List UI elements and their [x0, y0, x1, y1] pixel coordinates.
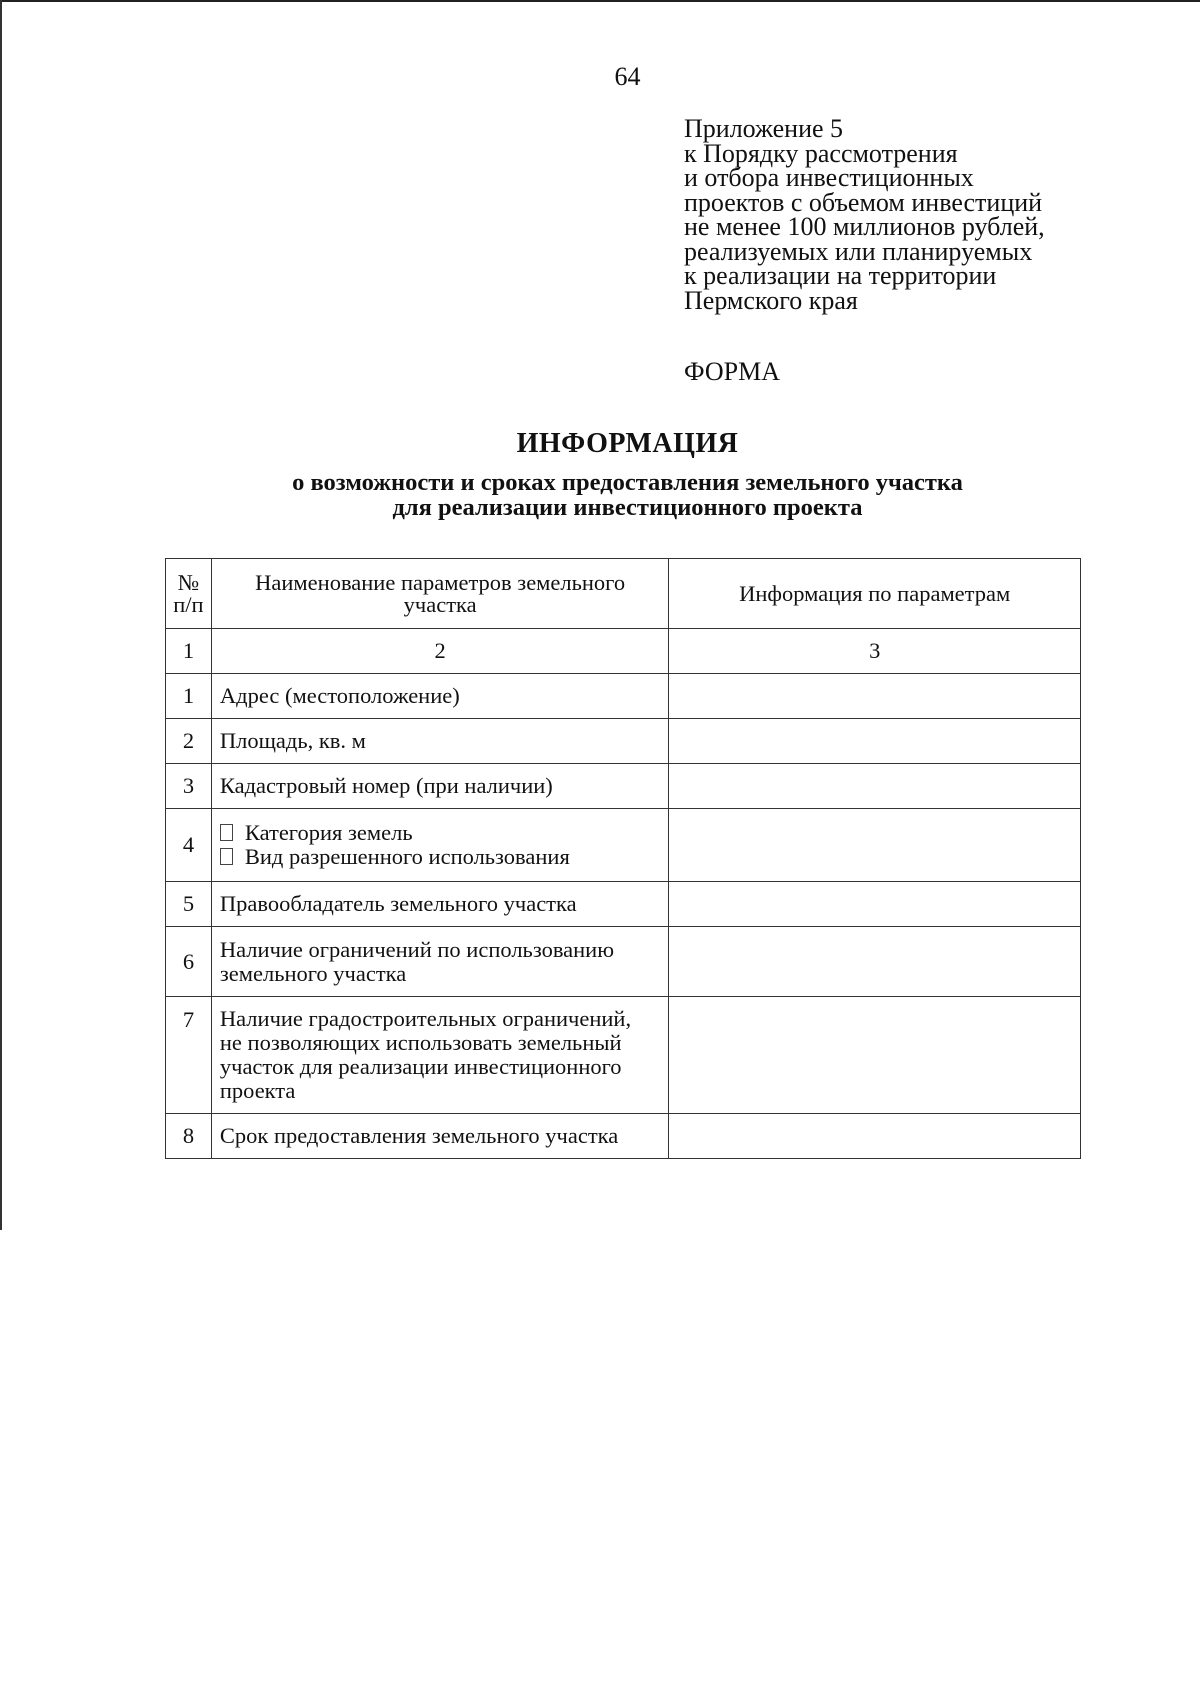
- table-row: [166, 882, 1081, 927]
- parameter-name: [211, 719, 669, 764]
- parameter-name: [211, 1114, 669, 1159]
- table-row: [166, 674, 1081, 719]
- info-cell[interactable]: [669, 674, 1081, 719]
- row-number: 6: [166, 927, 212, 997]
- parameter-name: [211, 764, 669, 809]
- page-top-edge: [0, 0, 1200, 2]
- parameter-name: [211, 997, 669, 1114]
- appendix-line: к реализации на территории: [684, 261, 997, 290]
- header-num-line: №: [177, 569, 200, 595]
- table-header-row: [166, 559, 1081, 629]
- info-cell[interactable]: [669, 1114, 1081, 1159]
- checklist-item: [220, 821, 669, 845]
- info-cell[interactable]: [669, 927, 1081, 997]
- header-name-line: участка: [403, 591, 477, 617]
- parameter-line: не позволяющих использовать земельный: [219, 1030, 622, 1055]
- checkbox-icon[interactable]: [220, 824, 233, 841]
- document-subtitle: [0, 470, 1200, 520]
- parameter-line: Адрес (местоположение): [219, 683, 460, 708]
- table-row: [166, 1114, 1081, 1159]
- parameter-line: Наличие ограничений по использованию: [219, 936, 615, 962]
- checklist-item: [220, 845, 669, 869]
- info-cell[interactable]: [669, 882, 1081, 927]
- table-row: [166, 764, 1081, 809]
- info-cell[interactable]: [669, 719, 1081, 764]
- document-title: ИНФОРМАЦИЯ: [516, 428, 739, 459]
- index-cell: 3: [669, 629, 1081, 674]
- page-left-edge: [0, 0, 2, 1230]
- index-cell: 2: [211, 629, 669, 674]
- table-index-row: [166, 629, 1081, 674]
- parameter-line: Срок предоставления земельного участка: [219, 1123, 619, 1148]
- subtitle-line: о возможности и сроках предоставления земельного участка: [292, 469, 963, 496]
- parameter-line: Кадастровый номер (при наличии): [219, 773, 553, 798]
- parameter-name: [211, 882, 669, 927]
- header-num-line: п/п: [173, 591, 204, 617]
- appendix-heading: [684, 114, 1164, 315]
- appendix-line: и отбора инвестиционных: [684, 163, 974, 192]
- appendix-line: проектов с объемом инвестиций: [684, 187, 1043, 217]
- checkbox-icon[interactable]: [220, 848, 233, 865]
- info-cell[interactable]: [669, 997, 1081, 1114]
- appendix-line: реализуемых или планируемых: [684, 236, 1033, 266]
- appendix-line: Приложение 5: [684, 114, 844, 143]
- parameters-table: [165, 558, 1081, 1159]
- table-row: [166, 809, 1081, 882]
- parameter-name: [211, 927, 669, 997]
- info-cell[interactable]: [669, 809, 1081, 882]
- header-num-cell: [166, 559, 212, 629]
- info-cell[interactable]: [669, 764, 1081, 809]
- table-row: [166, 719, 1081, 764]
- checklist-label: Категория земель: [244, 820, 413, 845]
- form-label: ФОРМА: [684, 357, 780, 386]
- appendix-line: не менее 100 миллионов рублей,: [684, 212, 1045, 241]
- parameter-line: земельного участка: [219, 960, 407, 986]
- checklist-label: Вид разрешенного использования: [244, 844, 570, 869]
- table-row: [166, 997, 1081, 1114]
- parameter-line: Правообладатель земельного участка: [219, 891, 577, 916]
- parameter-line: участок для реализации инвестиционного: [219, 1054, 622, 1079]
- parameter-name: [211, 674, 669, 719]
- row-number: 4: [166, 809, 212, 882]
- row-number: 3: [166, 764, 212, 809]
- index-cell: 1: [166, 629, 212, 674]
- row-number: 7: [166, 997, 212, 1114]
- header-name-line: Наименование параметров земельного: [255, 569, 626, 595]
- subtitle-line: для реализации инвестиционного проекта: [392, 494, 863, 521]
- parameter-line: проекта: [219, 1078, 296, 1103]
- row-number: 5: [166, 882, 212, 927]
- parameter-name: [211, 809, 669, 882]
- row-number: 1: [166, 674, 212, 719]
- header-name-cell: [211, 559, 669, 629]
- header-info-cell: Информация по параметрам: [669, 559, 1081, 629]
- parameter-line: Площадь, кв. м: [219, 728, 366, 753]
- row-number: 2: [166, 719, 212, 764]
- appendix-line: Пермского края: [684, 285, 858, 315]
- parameter-line: Наличие градостроительных ограничений,: [219, 1006, 632, 1031]
- appendix-line: к Порядку рассмотрения: [684, 138, 958, 168]
- table-row: [166, 927, 1081, 997]
- page-number: 64: [614, 62, 641, 91]
- row-number: 8: [166, 1114, 212, 1159]
